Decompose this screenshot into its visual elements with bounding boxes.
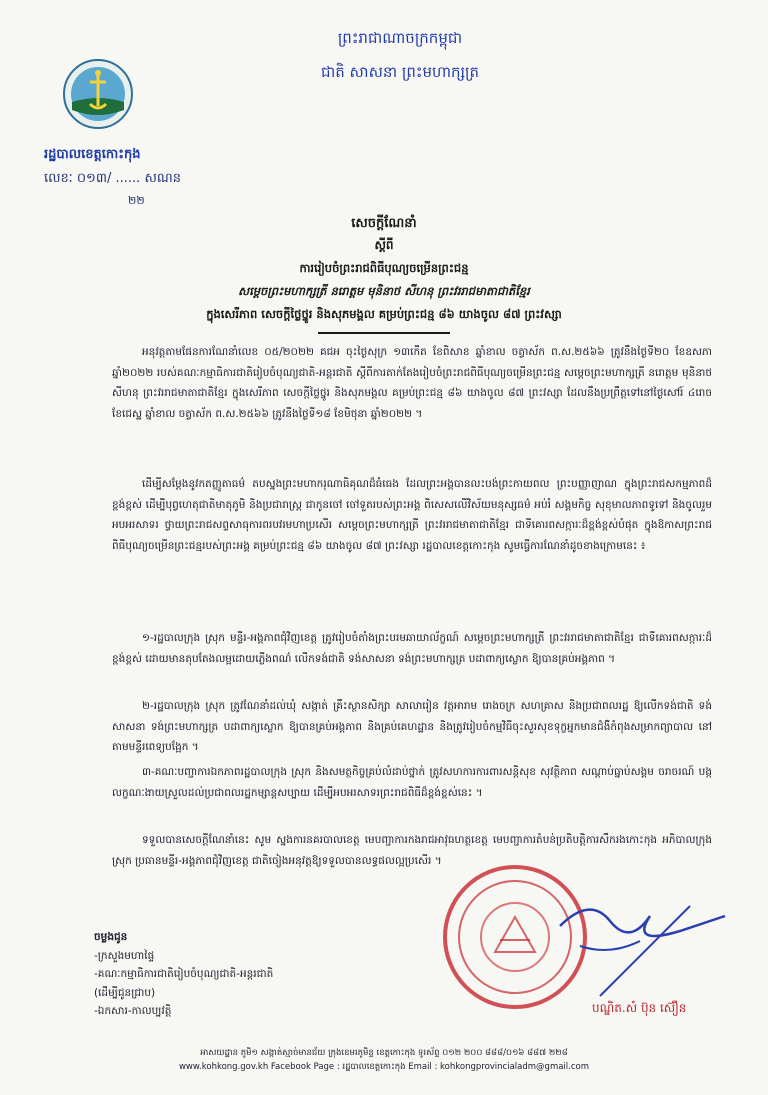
paragraph-text: អនុវត្តតាមផែនការណែនាំលេខ ០៥/២០២២ គជអ ចុះថ្ងៃសុក្រ ១៣កើត ខែពិសាខ ឆ្នាំខាល ចត្វាស័ក ព.ស.២៥៦៦ ត្រូវនឹងថ្ងៃទី២០ ខែឧសភា ឆ្នាំ២០២២ របស់គណៈកម្មាធិការជាតិរៀបចំបុណ្យជាតិ-អន្តរជាតិ ស្តីពីការតាក់តែងរៀបចំព្រះរាជពិធីបុណ្យចម្រើនព្រះជន្ម សម្តេចព្រះមហាក្សត្រី នរោត្តម មុនិនាថ សីហនុ ព្រះវររាជមាតាជាតិខ្មែរ ក្នុងសេរីភាព សេចក្តីថ្លៃថ្នូរ និងសុភមង្គល គម្រប់ព្រះជន្ម ៨៦ យាងចូល ៨៧ ព្រះវស្សា ដែលនឹងប្រព្រឹត្តទៅនៅថ្ងៃសៅរ៍ ៤រោច ខែជេស្ឋ ឆ្នាំខាល ចត្វាស័ក ព.ស.២៥៦៦ ត្រូវនឹងថ្ងៃទី១៨ ខែមិថុនា ឆ្នាំ២០២២ ។ xyxy=(112,346,712,420)
paragraph-item-3 xyxy=(112,762,712,803)
paragraph-item-2 xyxy=(112,696,712,758)
document-type: សេចក្តីណែនាំ xyxy=(351,216,417,231)
issuing-authority: រដ្ឋបាលខេត្តកោះកុង xyxy=(44,147,141,162)
paragraph-text: ដើម្បីសម្តែងនូវកតញ្ញូតាធម៌ តបស្នងព្រះមហាករុណាធិគុណដ៏ធំធេង ដែលព្រះអង្គបានលះបង់ព្រះកាយពល ព្រះបញ្ញាញាណ ក្នុងព្រះរាជសកម្មភាពដ៏ខ្ពង់ខ្ពស់ ដើម្បីបុព្វហេតុជាតិមាតុភូមិ និងប្រជារាស្ត្រ ជាកូនចៅ ចៅទួតរបស់ព្រះអង្គ ពិសេសលើវិស័យមនុស្សធម៌ អប់រំ សង្គមកិច្ច សុខុមាលភាពទូទៅ និងចូលរួមអបអរសាទរ ថ្វាយព្រះរាជសព្ទសាធុការពរបវរមហាប្រសើរ សម្តេចព្រះមហាក្សត្រី ព្រះវររាជមាតាជាតិខ្មែរ ជាទីគោរពសក្ការៈដ៏ខ្ពង់ខ្ពស់បំផុត ក្នុងឱកាសព្រះរាជពិធីបុណ្យចម្រើនព្រះជន្មរបស់ព្រះអង្គ គម្រប់ព្រះជន្ម ៨៦ យាងចូល ៨៧ ព្រះវស្សា រដ្ឋបាលខេត្តកោះកុង សូមធ្វើការណែនាំដូចខាងក្រោមនេះ ៖ xyxy=(112,478,712,552)
copy-to-list xyxy=(94,928,273,1021)
footer-address: អាសយដ្ឋាន ភូមិ១ សង្កាត់ស្មាច់មានជ័យ ក្រុងខេមរភូមិន្ទ ខេត្តកោះកុង ទូរស័ព្ទ ០១២ ២០០ ៨៨៨/០១៦ ៨៨៧ ២២៨ xyxy=(200,1048,568,1058)
title-underline xyxy=(318,332,450,334)
paragraph-purpose xyxy=(112,474,712,556)
subject-line-3: ក្នុងសេរីភាព សេចក្តីថ្លៃថ្នូរ និងសុភមង្គល គម្រប់ព្រះជន្ម ៨៦ យាងចូល ៨៧ ព្រះវស្សា xyxy=(206,307,562,321)
paragraph-text: ៣-គណៈបញ្ជាការឯកភាពរដ្ឋបាលក្រុង ស្រុក និងសមត្ថកិច្ចគ្រប់លំដាប់ថ្នាក់ ត្រូវសហការការពារសន្តិសុខ សុវត្ថិភាព សណ្តាប់ធ្នាប់សង្គម ចរាចរណ៍ បង្កលក្ខណៈងាយស្រួលដល់ប្រជាពលរដ្ឋកម្សាន្តសប្បាយ ដើម្បីអបអរសាទរព្រះរាជពិធីដ៏ខ្ពង់ខ្ពស់នេះ ។ xyxy=(112,766,712,799)
paragraph-closing xyxy=(112,830,712,871)
reference-year: ២២ xyxy=(128,194,145,207)
paragraph-text: ១-រដ្ឋបាលក្រុង ស្រុក មន្ទីរ-អង្គភាពជុំវិញខេត្ត ត្រូវរៀបចំតាំងព្រះបរមឆាយាល័ក្ខណ៍ សម្តេចព្រះមហាក្សត្រី ព្រះវររាជមាតាជាតិខ្មែរ ជាទីគោរពសក្ការៈដ៏ខ្ពង់ខ្ពស់ ដោយមានតុបតែងលម្អដោយភ្លើងពណ៌ លើកទង់ជាតិ ទង់សាសនា ទង់ព្រះមហាក្សត្រ បដាពាក្យស្លោក ឱ្យបានគ្រប់អង្គភាព ។ xyxy=(112,632,712,665)
subject-label: ស្តីពី xyxy=(374,238,394,252)
signature-icon xyxy=(540,886,740,1006)
subject-line-2: សម្តេចព្រះមហាក្សត្រី នរោត្តម មុនិនាថ សីហនុ ព្រះវររាជមាតាជាតិខ្មែរ xyxy=(238,284,530,298)
copy-to-item: -ឯកសារ-កាលប្បវត្តិ xyxy=(94,1005,172,1017)
paragraph-reference xyxy=(112,342,712,424)
kingdom-title: ព្រះរាជាណាចក្រកម្ពុជា xyxy=(337,29,463,47)
signer-name: បណ្ឌិត.សំ​ ប៊ុន ស៊ឿន xyxy=(592,1001,687,1015)
reference-number: លេខៈ ០១៣/ ...... សណន xyxy=(44,171,181,186)
copy-to-item: -គណៈកម្មាធិការជាតិរៀបចំបុណ្យជាតិ-អន្តរជាតិ xyxy=(94,968,274,980)
footer-contact: www.kohkong.gov.kh Facebook Page : រដ្ឋបាលខេត្តកោះកុង Email : kohkongprovincialadm@gmail.com xyxy=(178,1062,590,1072)
copy-to-title: ចម្លងជូន xyxy=(94,931,128,943)
paragraph-text: ទទួលបានសេចក្តីណែនាំនេះ សូម ស្នងការនគរបាលខេត្ត មេបញ្ជាការកងរាជអាវុធហត្ថខេត្ត មេបញ្ជាការតំបន់ប្រតិបត្តិការសឹករងកោះកុង អភិបាលក្រុង ស្រុក ប្រធានមន្ទីរ-អង្គភាពជុំវិញខេត្ត ជាតិចៀងអនុវត្តឱ្យទទួលបានលទ្ធផលល្អប្រសើរ ។ xyxy=(112,834,712,867)
paragraph-item-1 xyxy=(112,628,712,669)
copy-to-item: -ក្រសួងមហាផ្ទៃ xyxy=(94,949,155,962)
footer xyxy=(40,1046,728,1074)
paragraph-text: ២-រដ្ឋបាលក្រុង ស្រុក ត្រូវណែនាំដល់ឃុំ សង្កាត់ គ្រឹះស្ថានសិក្សា សាលារៀន វត្តអារាម រោងចក្រ សហគ្រាស និងប្រជាពលរដ្ឋ ឱ្យលើកទង់ជាតិ ទង់សាសនា ទង់ព្រះមហាក្សត្រ បដាពាក្យស្លោក ឱ្យបានគ្រប់អង្គភាព និងគ្រប់គេហដ្ឋាន និងត្រូវរៀបចំកម្មវិធីចុះសួរសុខទុក្ខអ្នកមានជំងឺកំពុងសម្រាកព្យាបាល នៅតាមមន្ទីរពេទ្យបង្អែក ។ xyxy=(112,700,712,753)
province-emblem-icon xyxy=(62,58,134,130)
national-motto: ជាតិ សាសនា ព្រះមហាក្សត្រ xyxy=(320,63,480,81)
subject-line-1: ការរៀបចំព្រះរាជពិធីបុណ្យចម្រើនព្រះជន្ម xyxy=(299,261,469,275)
copy-to-item: (ដើម្បីជូនជ្រាប) xyxy=(94,986,156,999)
